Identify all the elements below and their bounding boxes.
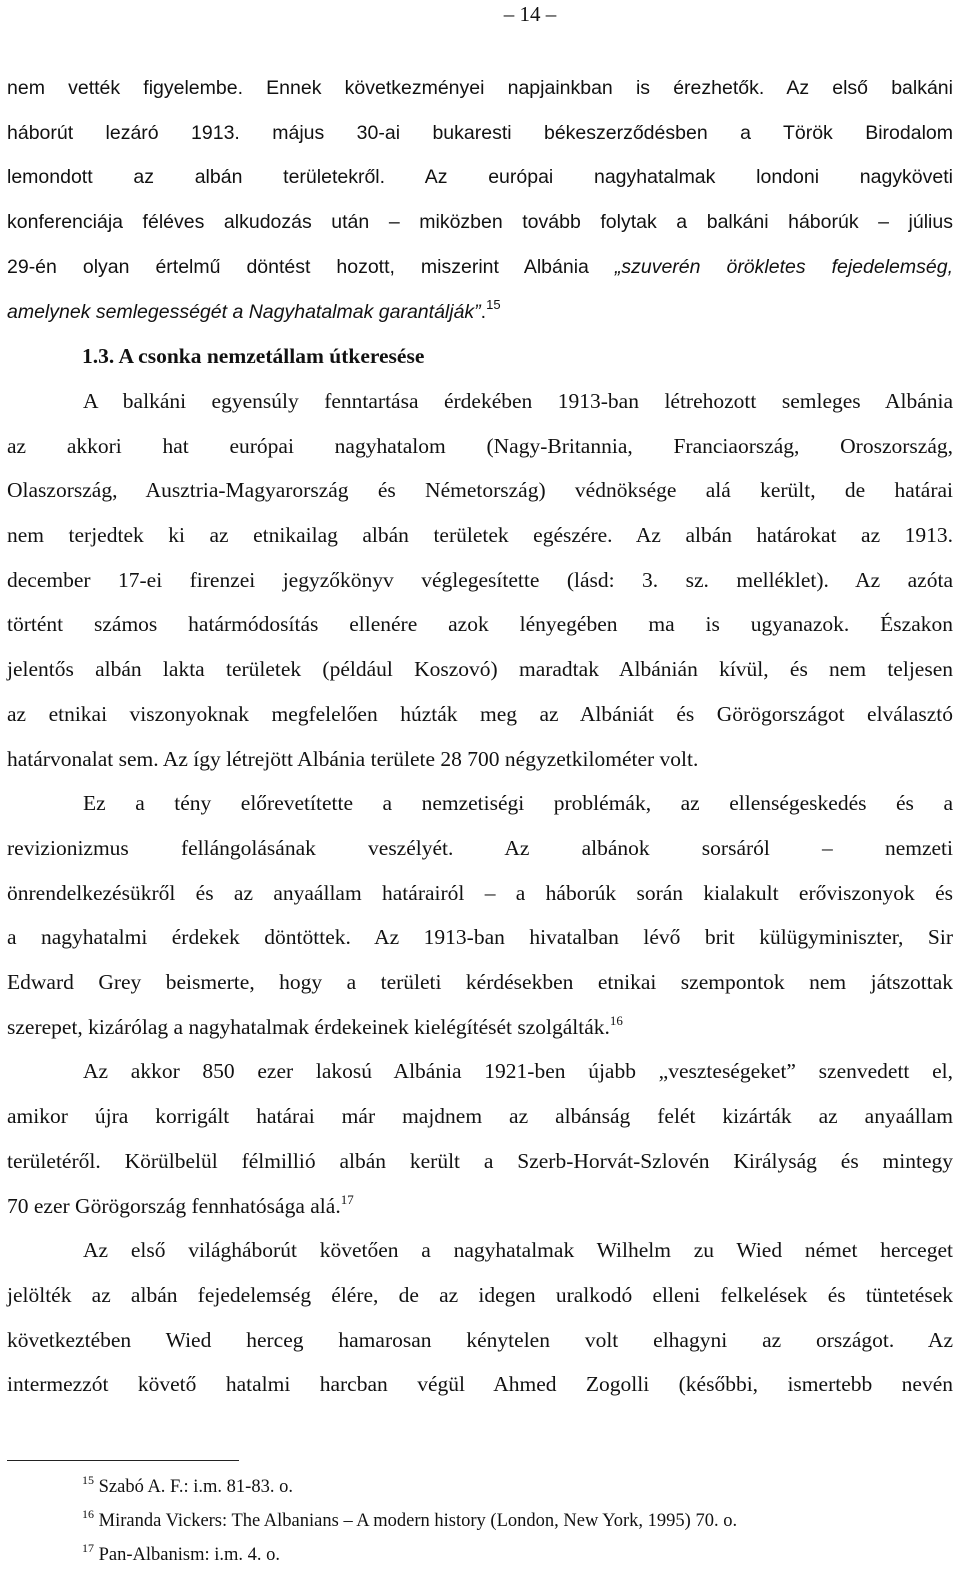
text-plain: 29-én olyan értelmű döntést hozott, miszerint Albánia <box>7 255 615 278</box>
text-line: lemondott az albán területekről. Az európai nagyhatalmak londoni nagyköveti <box>7 166 953 189</box>
footnotes <box>82 1470 952 1572</box>
text-line: nem vették figyelembe. Ennek következményei napjainkban is érezhetők. Az első balkáni <box>7 77 953 99</box>
text-line: konferenciája féléves alkudozás után – miközben tovább folytak a balkáni háborúk – július <box>7 211 953 234</box>
text-line: a nagyhatalmi érdekek döntöttek. Az 1913-ban hivatalban lévő brit külügyminiszter, Sir <box>7 925 953 950</box>
body-text <box>7 66 953 1407</box>
text-line: következtében Wied herceg hamarosan kénytelen volt elhagyni az országot. Az <box>7 1327 953 1352</box>
text-line: jelentős albán lakta területek (például Koszovó) maradtak Albánián kívül, és nem teljesen <box>7 657 953 682</box>
footnote-number: 17 <box>82 1541 94 1555</box>
text-line <box>7 1005 953 1050</box>
text-line: jelölték az albán fejedelemség élére, de az idegen uralkodó elleni felkelések és tüntetések <box>7 1282 953 1307</box>
footnote <box>82 1504 952 1538</box>
footnote-text: Pan-Albanism: i.m. 4. o. <box>98 1545 281 1565</box>
text-plain: szerepet, kizárólag a nagyhatalmak érdekeinek kielégítését szolgálták. <box>7 1014 610 1039</box>
page-number: – 14 – <box>503 2 557 26</box>
text-line <box>7 1184 953 1229</box>
paragraph-3 <box>7 781 953 1049</box>
text-line: A balkáni egyensúly fenntartása érdekében 1913-ban létrehozott semleges Albánia <box>83 388 953 413</box>
text-line <box>7 245 953 290</box>
text-line: Edward Grey beismerte, hogy a területi kérdésekben etnikai szempontok nem játszottak <box>7 970 953 995</box>
text-line: revizionizmus fellángolásának veszélyét. Az albánok sorsáról – nemzeti <box>7 835 953 860</box>
footnote-number: 15 <box>82 1473 94 1487</box>
footnote-number: 16 <box>82 1507 94 1521</box>
footnote-separator <box>7 1460 239 1461</box>
text-line: az akkori hat európai nagyhatalom (Nagy-Britannia, Franciaország, Oroszország, <box>7 433 953 458</box>
paragraph-2 <box>7 379 953 781</box>
footnote-reference[interactable]: 17 <box>340 1191 354 1207</box>
footnote-text: Szabó A. F.: i.m. 81-83. o. <box>98 1477 293 1497</box>
text-line: december 17-ei firenzei jegyzőkönyv véglegesítette (lásd: 3. sz. melléklet). Az azóta <box>7 567 953 592</box>
quote-italic: amelynek semlegességét a Nagyhatalmak garantálják” <box>7 300 481 323</box>
text-line: Ez a tény előrevetítette a nemzetiségi problémák, az ellenségeskedés és a <box>83 791 953 816</box>
text-line: intermezzót követő hatalmi harcban végül Ahmed Zogolli (későbbi, ismertebb nevén <box>7 1372 953 1397</box>
text-line: Az első világháborút követően a nagyhatalmak Wilhelm zu Wied német herceget <box>83 1238 953 1263</box>
text-line: történt számos határmódosítás ellenére azok lényegében ma is ugyanazok. Északon <box>7 612 953 637</box>
text-line: az etnikai viszonyoknak megfelelően húzták meg az Albániát és Görögországot elválasztó <box>7 701 953 726</box>
text-line: amikor újra korrigált határai már majdnem az albánság felét kizárták az anyaállam <box>7 1104 953 1129</box>
quote-italic: „szuverén örökletes fejedelemség, <box>614 255 953 278</box>
footnote-reference[interactable]: 16 <box>609 1012 623 1028</box>
text-line: háborút lezáró 1913. május 30-ai bukaresti békeszerződésben a Török Birodalom <box>7 121 953 144</box>
text-line: önrendelkezésükről és az anyaállam határairól – a háborúk során kialakult erőviszonyok és <box>7 880 953 905</box>
section-heading: 1.3. A csonka nemzetállam útkeresése <box>82 344 425 369</box>
text-plain: 70 ezer Görögország fennhatósága alá. <box>7 1193 341 1218</box>
text-line: Az akkor 850 ezer lakosú Albánia 1921-ben újabb „veszteségeket” szenvedett el, <box>83 1059 953 1084</box>
text-line: Olaszország, Ausztria-Magyarország és Németország) védnöksége alá került, de határai <box>7 478 953 503</box>
footnote-text: Miranda Vickers: The Albanians – A modern history (London, New York, 1995) 70. o. <box>98 1511 738 1531</box>
footnote-reference[interactable]: 15 <box>486 296 501 312</box>
paragraph-4 <box>7 1049 953 1228</box>
text-line <box>7 290 953 335</box>
footnote <box>82 1470 952 1504</box>
text-line: nem terjedtek ki az etnikailag albán területek egészére. Az albán határokat az 1913. <box>7 523 953 548</box>
text-line: határvonalat sem. Az így létrejött Albánia területe 28 700 négyzetkilométer volt. <box>7 746 699 771</box>
text-line: területéről. Körülbelül félmillió albán került a Szerb-Horvát-Szlovén Királyság és mintegy <box>7 1148 953 1173</box>
paragraph-intro <box>7 66 953 334</box>
paragraph-5 <box>7 1228 953 1407</box>
text-plain: . <box>480 300 487 323</box>
footnote <box>82 1538 952 1572</box>
